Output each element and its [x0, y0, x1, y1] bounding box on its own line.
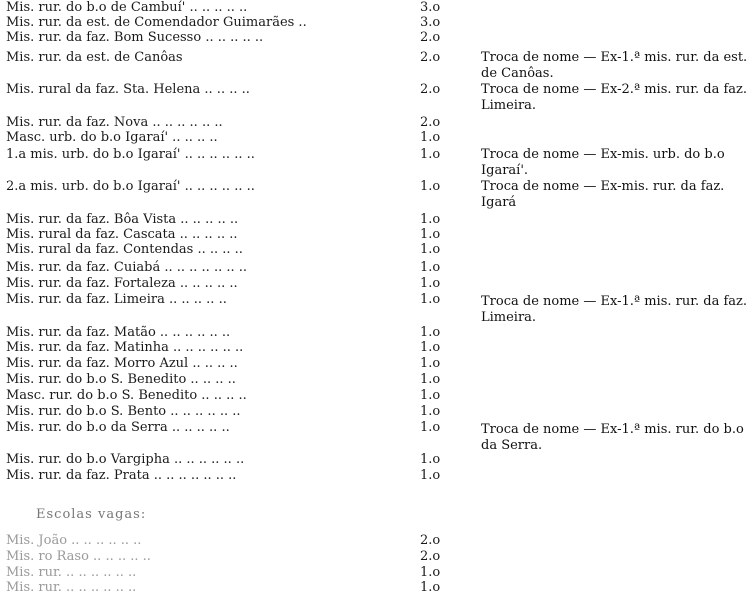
list-item	[6, 452, 751, 468]
list-item	[6, 565, 751, 581]
school-name: Mis. rur. do b.o S. Bento .. .. .. .. .. ..	[6, 404, 241, 419]
school-name: Mis. rur. da faz. Bom Sucesso .. .. .. .. ..	[6, 30, 264, 45]
school-name: Mis. rur. .. .. .. .. .. ..	[6, 565, 137, 580]
school-grade: 1.o	[420, 468, 441, 483]
school-grade: 1.o	[420, 565, 441, 580]
school-grade: 1.o	[420, 388, 441, 403]
school-grade: 3.o	[420, 15, 441, 30]
name-change-note: Troca de nome — Ex-1.ª mis. rur. do b.o da Serra.	[481, 422, 744, 453]
school-name: Masc. rur. do b.o S. Benedito .. .. .. ..	[6, 388, 247, 403]
school-name: Mis. rur. da faz. Limeira .. .. .. .. ..	[6, 292, 227, 307]
school-grade: 1.o	[420, 420, 441, 435]
school-name: Mis. rur. do b.o S. Benedito .. .. .. ..	[6, 372, 236, 387]
school-grade: 1.o	[420, 260, 441, 275]
school-name: Mis. rur. da faz. Cuiabá .. .. .. .. .. .. ..	[6, 260, 248, 275]
school-grade: 1.o	[420, 325, 441, 340]
list-item	[6, 276, 751, 292]
list-item	[6, 30, 751, 46]
list-item	[6, 227, 751, 243]
list-item	[6, 468, 751, 484]
school-name: Mis. rur. da est. de Comendador Guimarães ..	[6, 15, 307, 30]
school-grade: 1.o	[420, 292, 441, 307]
school-grade: 1.o	[420, 404, 441, 419]
list-item	[6, 372, 751, 388]
school-grade: 1.o	[420, 372, 441, 387]
list-item	[6, 212, 751, 228]
school-grade: 2.o	[420, 533, 441, 548]
school-grade: 2.o	[420, 82, 441, 97]
school-grade: 1.o	[420, 179, 441, 194]
school-name: Mis. rural da faz. Sta. Helena .. .. .. ..	[6, 82, 250, 97]
school-name: 1.a mis. urb. do b.o Igaraí' .. .. .. .. .. ..	[6, 147, 255, 162]
school-name: 2.a mis. urb. do b.o Igaraí' .. .. .. .. .. ..	[6, 179, 255, 194]
list-item	[6, 260, 751, 276]
school-name: Mis. João .. .. .. .. .. ..	[6, 533, 142, 548]
list-item	[6, 0, 751, 16]
school-grade: 1.o	[420, 212, 441, 227]
section-heading-escolas-vagas: Escolas vagas:	[36, 507, 147, 522]
list-item	[6, 242, 751, 258]
school-name: Mis. rural da faz. Contendas .. .. .. ..	[6, 242, 243, 257]
school-grade: 2.o	[420, 115, 441, 130]
name-change-note: Troca de nome — Ex-1.ª mis. rur. da faz. Limeira.	[481, 294, 748, 325]
school-name: Mis. rur. do b.o de Cambuí' .. .. .. .. ..	[6, 0, 248, 15]
list-item	[6, 115, 751, 131]
list-item	[6, 325, 751, 341]
school-grade: 1.o	[420, 356, 441, 371]
school-name: Mis. rur. da faz. Prata .. .. .. .. .. .. ..	[6, 468, 237, 483]
name-change-note: Troca de nome — Ex-mis. urb. do b.o Igaraí'.	[481, 147, 725, 178]
school-name: Mis. ro Raso .. .. .. .. ..	[6, 549, 151, 564]
school-grade: 1.o	[420, 580, 441, 595]
list-item	[6, 356, 751, 372]
school-grade: 1.o	[420, 147, 441, 162]
school-name: Masc. urb. do b.o Igaraí' .. .. .. ..	[6, 130, 218, 145]
school-name: Mis. rur. da faz. Nova .. .. .. .. .. ..	[6, 115, 223, 130]
list-item	[6, 15, 751, 31]
list-item	[6, 580, 751, 596]
name-change-note: Troca de nome — Ex-1.ª mis. rur. da est. de Canôas.	[481, 50, 748, 81]
school-grade: 3.o	[420, 0, 441, 15]
list-item	[6, 130, 751, 146]
school-name: Mis. rur. da est. de Canôas	[6, 50, 183, 65]
school-name: Mis. rur. da faz. Morro Azul .. .. .. ..	[6, 356, 238, 371]
school-grade: 2.o	[420, 549, 441, 564]
school-name: Mis. rural da faz. Cascata .. .. .. .. ..	[6, 227, 238, 242]
school-name: Mis. rur. do b.o Vargipha .. .. .. .. .. ..	[6, 452, 245, 467]
school-name: Mis. rur. do b.o da Serra .. .. .. .. ..	[6, 420, 230, 435]
list-item	[6, 340, 751, 356]
school-grade: 2.o	[420, 30, 441, 45]
name-change-note: Troca de nome — Ex-2.ª mis. rur. da faz. Limeira.	[481, 82, 748, 113]
school-grade: 1.o	[420, 452, 441, 467]
school-grade: 1.o	[420, 130, 441, 145]
school-grade: 1.o	[420, 340, 441, 355]
list-item	[6, 549, 751, 565]
school-name: Mis. rur. da faz. Bôa Vista .. .. .. .. ..	[6, 212, 239, 227]
school-grade: 1.o	[420, 227, 441, 242]
list-item	[6, 404, 751, 420]
list-item	[6, 533, 751, 549]
list-item	[6, 388, 751, 404]
school-name: Mis. rur. .. .. .. .. .. ..	[6, 580, 137, 595]
name-change-note: Troca de nome — Ex-mis. rur. da faz. Igará	[481, 179, 725, 210]
school-grade: 1.o	[420, 242, 441, 257]
school-grade: 1.o	[420, 276, 441, 291]
school-grade: 2.o	[420, 50, 441, 65]
school-name: Mis. rur. da faz. Matão .. .. .. .. .. ..	[6, 325, 231, 340]
school-name: Mis. rur. da faz. Matinha .. .. .. .. .. ..	[6, 340, 244, 355]
school-name: Mis. rur. da faz. Fortaleza .. .. .. .. ..	[6, 276, 238, 291]
